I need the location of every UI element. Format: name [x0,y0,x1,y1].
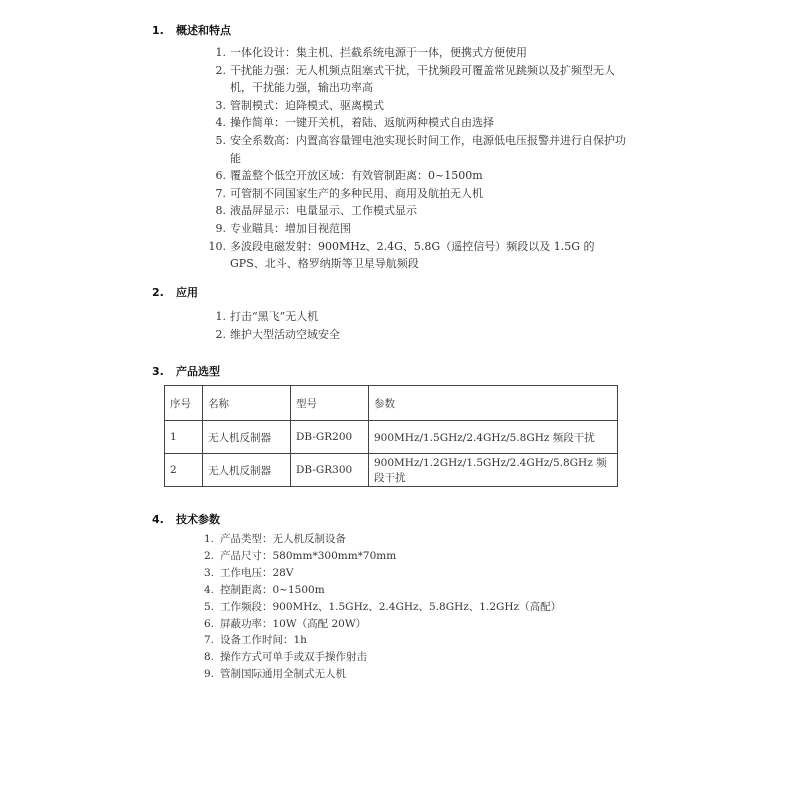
list-item [196,531,626,548]
item-number: 1. [203,533,214,545]
list-item [196,548,626,565]
list-item [196,202,626,220]
item-number: 8. [203,651,214,664]
item-text: 产品类型：无人机反制设备 [220,533,346,545]
item-text: 打击“黑飞”无人机 [230,310,319,323]
table-cell: 900MHz/1.5GHz/2.4GHz/5.8GHz 频段干扰 [369,421,618,454]
item-number: 3. [215,98,226,112]
item-text: 专业瞄具：增加目视范围 [230,221,351,235]
item-number: 2. [203,549,214,562]
section-number: 3. [152,365,164,378]
list-item [196,308,626,326]
table-row [165,421,618,454]
list-item [196,44,626,62]
table-cell: 无人机反制器 [203,454,291,487]
item-number: 7. [203,634,214,647]
item-number: 4. [203,583,214,596]
table-header-row [165,386,618,421]
section-heading-overview [152,22,231,38]
item-text: 多波段电磁发射：900MHz、2.4G、5.8G（遥控信号）频段以及 1.5G 的 GPS、北斗、格罗纳斯等卫星导航频段 [230,239,595,271]
list-item [196,326,626,344]
item-text: 操作方式可单手或双手操作射击 [220,651,367,664]
list-item [196,114,626,132]
table-cell: 900MHz/1.2GHz/1.5GHz/2.4GHz/5.8GHz 频段干扰 [369,454,618,487]
features-list [196,44,626,273]
item-number: 10. [208,239,226,253]
table-cell: DB-GR200 [291,421,369,454]
item-text: 液晶屏显示：电量显示、工作模式显示 [230,204,417,218]
item-number: 1. [215,310,226,323]
table-cell: 2 [165,454,203,487]
list-item [196,132,626,167]
table-header-cell: 名称 [203,386,291,421]
item-text: 安全系数高：内置高容量锂电池实现长时间工作，电源低电压报警并进行自保护功能 [230,133,626,165]
list-item [196,649,626,666]
section-number: 2. [152,286,164,299]
section-number: 4. [152,513,164,526]
item-number: 4. [215,116,226,130]
item-number: 5. [203,600,214,613]
list-item [196,582,626,599]
item-number: 6. [215,169,226,183]
list-item [196,632,626,649]
section-title: 应用 [176,286,198,299]
item-text: 可管制不同国家生产的多种民用、商用及航拍无人机 [230,186,483,200]
item-number: 1. [215,46,226,59]
tech-params-list [196,531,626,683]
section-title: 概述和特点 [176,24,231,37]
table-cell: 无人机反制器 [203,421,291,454]
table-row [165,454,618,487]
table-header-cell: 参数 [369,386,618,421]
section-title: 产品选型 [176,365,220,378]
section-heading-product-selection [152,363,220,379]
list-item [196,599,626,616]
item-number: 2. [215,327,226,341]
list-item [196,666,626,683]
list-item [196,167,626,185]
section-heading-applications [152,284,198,300]
item-text: 干扰能力强：无人机频点阻塞式干扰，干扰频段可覆盖常见跳频以及扩频型无人机，干扰能力强，输出功率高 [230,63,615,95]
item-number: 6. [203,617,214,630]
item-number: 7. [215,186,226,200]
list-item [196,62,626,97]
item-text: 屏蔽功率：10W（高配 20W） [220,617,367,630]
item-text: 管制模式：迫降模式、驱离模式 [230,98,384,112]
item-text: 操作简单：一键开关机，着陆、返航两种模式自由选择 [230,116,494,130]
item-text: 设备工作时间：1h [220,634,307,647]
section-heading-tech-params [152,511,220,527]
item-number: 9. [203,668,214,681]
list-item [196,185,626,203]
item-text: 一体化设计：集主机、拦截系统电源于一体，便携式方便使用 [230,46,527,59]
item-text: 控制距离：0~1500m [220,583,325,596]
section-title: 技术参数 [176,513,220,526]
applications-list [196,308,626,343]
item-number: 5. [215,133,226,147]
list-item [196,220,626,238]
section-number: 1. [152,24,164,37]
list-item [196,565,626,582]
list-item [196,616,626,633]
list-item [196,238,626,273]
item-text: 产品尺寸：580mm*300mm*70mm [220,549,397,562]
item-text: 覆盖整个低空开放区域：有效管制距离：0~1500m [230,169,483,183]
item-number: 9. [215,221,226,235]
list-item [196,97,626,115]
product-table [164,385,618,487]
item-number: 8. [215,204,226,218]
table-cell: DB-GR300 [291,454,369,487]
table-header-cell: 型号 [291,386,369,421]
item-text: 工作电压：28V [220,566,294,579]
item-text: 管制国际通用全制式无人机 [220,668,346,681]
item-number: 2. [215,63,226,77]
item-text: 工作频段：900MHz、1.5GHz、2.4GHz、5.8GHz、1.2GHz（高配） [220,600,562,613]
item-number: 3. [203,566,214,579]
item-text: 维护大型活动空域安全 [230,327,340,341]
table-cell: 1 [165,421,203,454]
table-header-cell: 序号 [165,386,203,421]
